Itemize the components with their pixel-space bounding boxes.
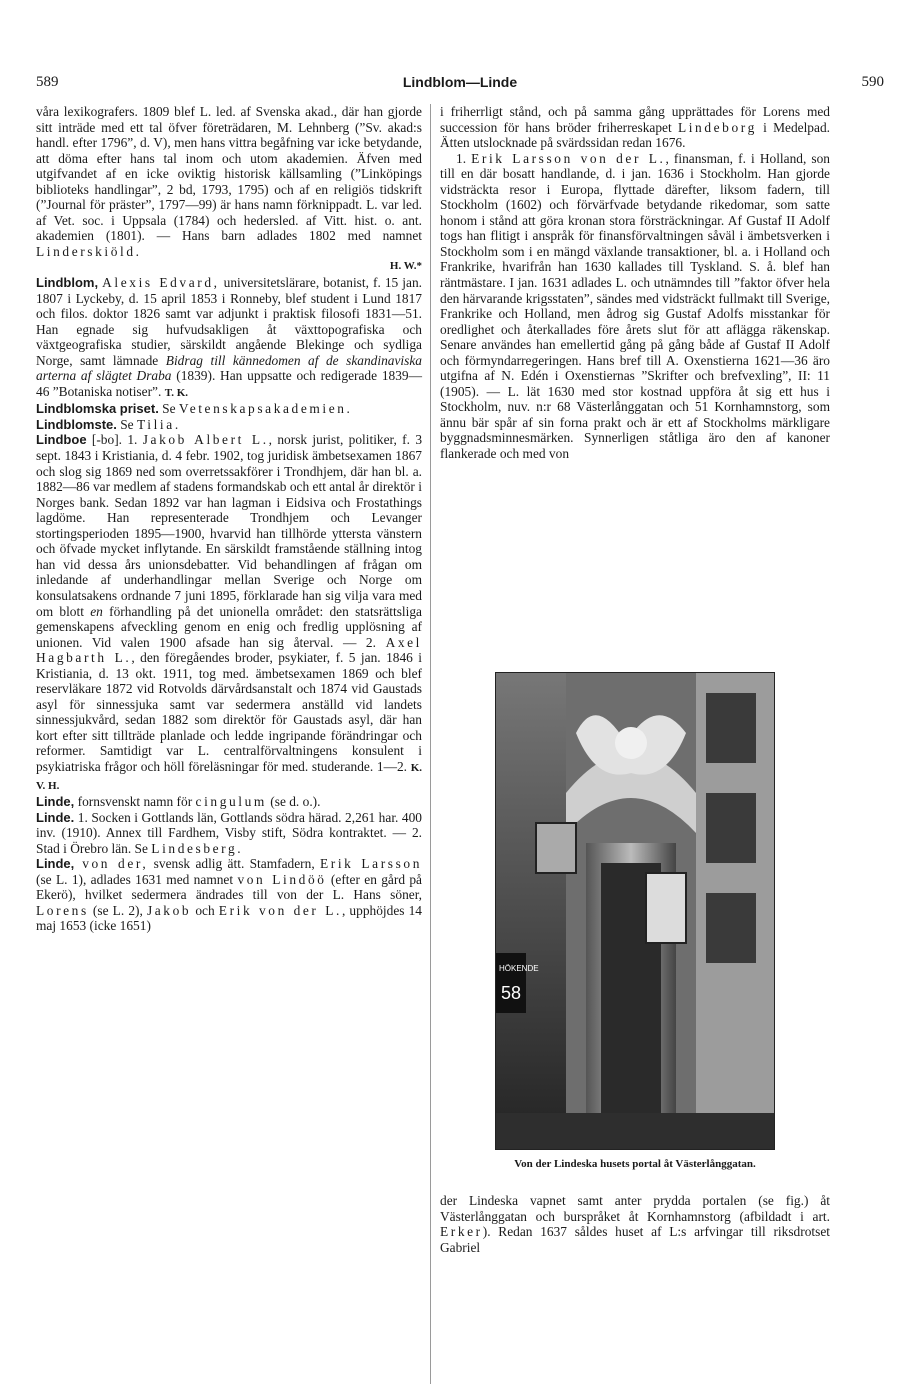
headword: Lindblomste. <box>36 416 117 432</box>
figure-caption: Von der Lindeska husets portal åt Västerlånggatan. <box>514 1158 756 1170</box>
entry-linde-von-der: Linde, von der, svensk adlig ätt. Stamfadern, Erik Larsson (se L. 1), adlades 1631 med namnet von Lindöö (efter en gård på Ekerö), hvilket sedermera ändrades till von der L. Hans söner, Lorens (se L. 2), Jakob och Erik von der L., upphöjdes 14 maj 1653 (icke 1651) <box>36 856 423 934</box>
portal-photograph <box>495 672 775 1150</box>
street-number-sign: 58 <box>501 983 522 1003</box>
page-number-left: 589 <box>36 74 59 90</box>
right-column-bottom <box>440 1193 830 1255</box>
entry-lindblom-continued: våra lexikografers. 1809 blef L. led. af Svenska akad., där han gjorde sitt inträde med ett tal öfver företrädaren, M. Lehnberg (”Sv. akad:s handl. efter 1796”, d. V), men hans vittra begåfning var icke betydande, att döma efter hans tal inom och utom akademien. Äfven med utgifvandet af en icke oviktig historisk källsamling (”Linköpings biblioteks handlingar”, 2 bd, 1793, 1795) och af en religiös tidskrift (”Journal för präster”, 1797—99) är hans namn förknippadt. L. var led. af Vet. soc. i Uppsala (1784) och hedersled. af Vitt. hist. o. ant. akademien (1801). — Hans barn adlades 1802 med namnet Linderskiöld. H. W.* <box>36 104 422 275</box>
column-divider <box>430 104 431 1384</box>
entry-lindblom-alexis: Lindblom, Alexis Edvard, universitetslärare, botanist, f. 15 jan. 1807 i Lyckeby, d. 15 april 1853 i Ronneby, blef student i Lund 1817 och filos. doktor 1826 samt var adjunkt i praktisk filosofi 1831—51. Han egnade sig hufvudsakligen åt växttopografiska och växtgeografiska studier, särskildt angående Blekinge och sydliga Norge, samt lämnade Bidrag till kännedomen af de skandinaviska arterna af slägtet Draba (1839). Han uppsatte och redigerade 1839—46 ”Botaniska notiser”. T. K. <box>36 275 422 399</box>
entry-linde-socken: Linde. 1. Socken i Gottlands län, Gottlands södra härad. 2,261 har. 400 inv. (1910). Annex till Fardhem, Visby stift, Södra kontraktet. — 2. Stad i Örebro län. Se Lindesberg. <box>36 809 422 856</box>
headword: Linde, <box>36 856 75 872</box>
entry-lindblomste: Lindblomste. Se Tilia. <box>36 416 179 432</box>
author-signature: T. K. <box>164 386 189 399</box>
entry-linde-von-der-continued: i friherrligt stånd, och på samma gång upprättades för Lorens med succession för hans bröder friherreskapet Lindeborg i Medelpad. Ätten utslocknade på svärdssidan redan 1676. <box>440 104 830 151</box>
page-number-right: 590 <box>861 74 884 90</box>
entry-lindblomska-priset: Lindblomska priset. Se Vetenskapsakademien. <box>36 401 350 417</box>
shop-sign-text: HÖKENDE <box>499 964 539 973</box>
headword: Lindblomska priset. <box>36 401 159 417</box>
author-signature: H. W.* <box>389 260 422 273</box>
entry-linde-fornsvenskt: Linde, fornsvenskt namn för cingulum (se d. o.). <box>36 794 321 810</box>
author-signature: K. V. H. <box>36 761 422 792</box>
entry-erik-larsson-continued: der Lindeska vapnet samt anter prydda portalen (se fig.) åt Västerlånggatan och burspråket åt Kornhamnstorg (afbildadt i art. Erker). Redan 1637 såldes huset af L:s arfvingar till riksdrotset Gabriel <box>440 1193 830 1255</box>
left-column <box>36 104 422 934</box>
headword: Lindboe <box>36 432 87 448</box>
right-column-top <box>440 104 830 462</box>
entry-erik-larsson: 1. Erik Larsson von der L., finansman, f. i Holland, son till en där bosatt handlande, d. i jan. 1636 i Stockholm. Han gjorde vidsträckta resor i Europa, flyttade därefter, liksom fadern, till Stockholm (1602) och förvärfvade betydande rikedomar, som satte honom i stånd att göra kronan stora försträckningar. Af Gustaf II Adolf togs han flitigt i anspråk för finansförvaltningen såväl i ämbetsverken i Stockholm som i en mängd växlande transaktioner, bl. a. i Holland och Frankrike, hvarifrån han 1630 kallades till Tyskland. S. å. blef han räntmästare. I jan. 1631 adlades L. och utnämndes till ”faktor öfver hela den härvarande krigsstaten”, sändes med vidsträckt fullmakt till Sverige, Frankrike och Holland, men ådrog sig Gustaf Adolfs misstankar för oredlighet och återkallades före årets slut för att aflägga räkenskap. Senare användes han emellertid gång på gång både af Gustaf II Adolf och förmyndarregeringen. Hans bref till A. Oxenstierna 1621—36 äro utgifna af N. Edén i Oxenstiernas ”Skrifter och brefvexling”, II: 11 (1905). — L. lät 1630 med stor kostnad uppföra åt sig ett hus i Stockholm, nuv. n:r 68 Västerlånggatan och 51 Kornhamnstorg, som ännu bär spår af sin forna prakt och är ett af Stockholms märkligare byggnadsminnesmärken. Synnerligen ståtliga äro den af kanoner flankerade och med von <box>440 150 831 462</box>
headword: Linde, <box>36 794 75 810</box>
headword: Linde. <box>36 809 75 825</box>
page-header <box>36 74 884 98</box>
running-title: Lindblom—Linde <box>402 74 518 90</box>
entry-lindboe: Lindboe [-bo]. 1. Jakob Albert L., norsk jurist, politiker, f. 3 sept. 1843 i Kristiania, d. 4 febr. 1902, tog juridisk ämbetsexamen 1867 och slog sig 1869 ned som overretssakförer i Trondhjem, där han bl. a. 1882—86 var medlem af stadens formandskab och ett antal år direktör i Norges bank. Sedan 1892 var han lagman i Eidsiva och Frostathings lagdöme. Han representerade Trondhjem och Levanger stortingsperioden 1895—1900, hvarvid han tillhörde yttersta vänstern och öfvade mycket inflytande. En särskildt framstående ställning intog han vid dessa års unionsdebatter. Vid behandlingen af frågan om inledande af underhandlingar mellan Sverige och Norge om konsulatsakens ordnande 7 juni 1895, förklarade han sig vilja vara med om blott en förhandling på det unionella området: den statsrättsliga gemenskapens afveckling genom en enig och fredlig upplösning af unionen. Vid valen 1900 afsade han sig återval. — 2. Axel Hagbarth L., den föregåendes broder, psykiater, f. 5 jan. 1846 i Kristiania, d. 13 okt. 1911, tog med. ämbetsexamen 1869 och blef reservläkare 1872 vid Rotvolds därvårdsanstalt och 1874 vid Gaustads asyl för sinnessjuka samt var sedermera anställd vid landets sinnessjukvård, sedan 1882 som direktör för Gaustads asyl, där han kort efter sitt tillträde planlade och ledde ingripande förändringar och reformer. Samtidigt var L. centralförvaltningens konsulent i psykiatriska frågor och höll föreläsningar för med. studerande. 1—2. K. V. H. <box>36 432 423 792</box>
portal-photo-illustration <box>496 673 774 1149</box>
headword: Lindblom, <box>36 275 99 291</box>
